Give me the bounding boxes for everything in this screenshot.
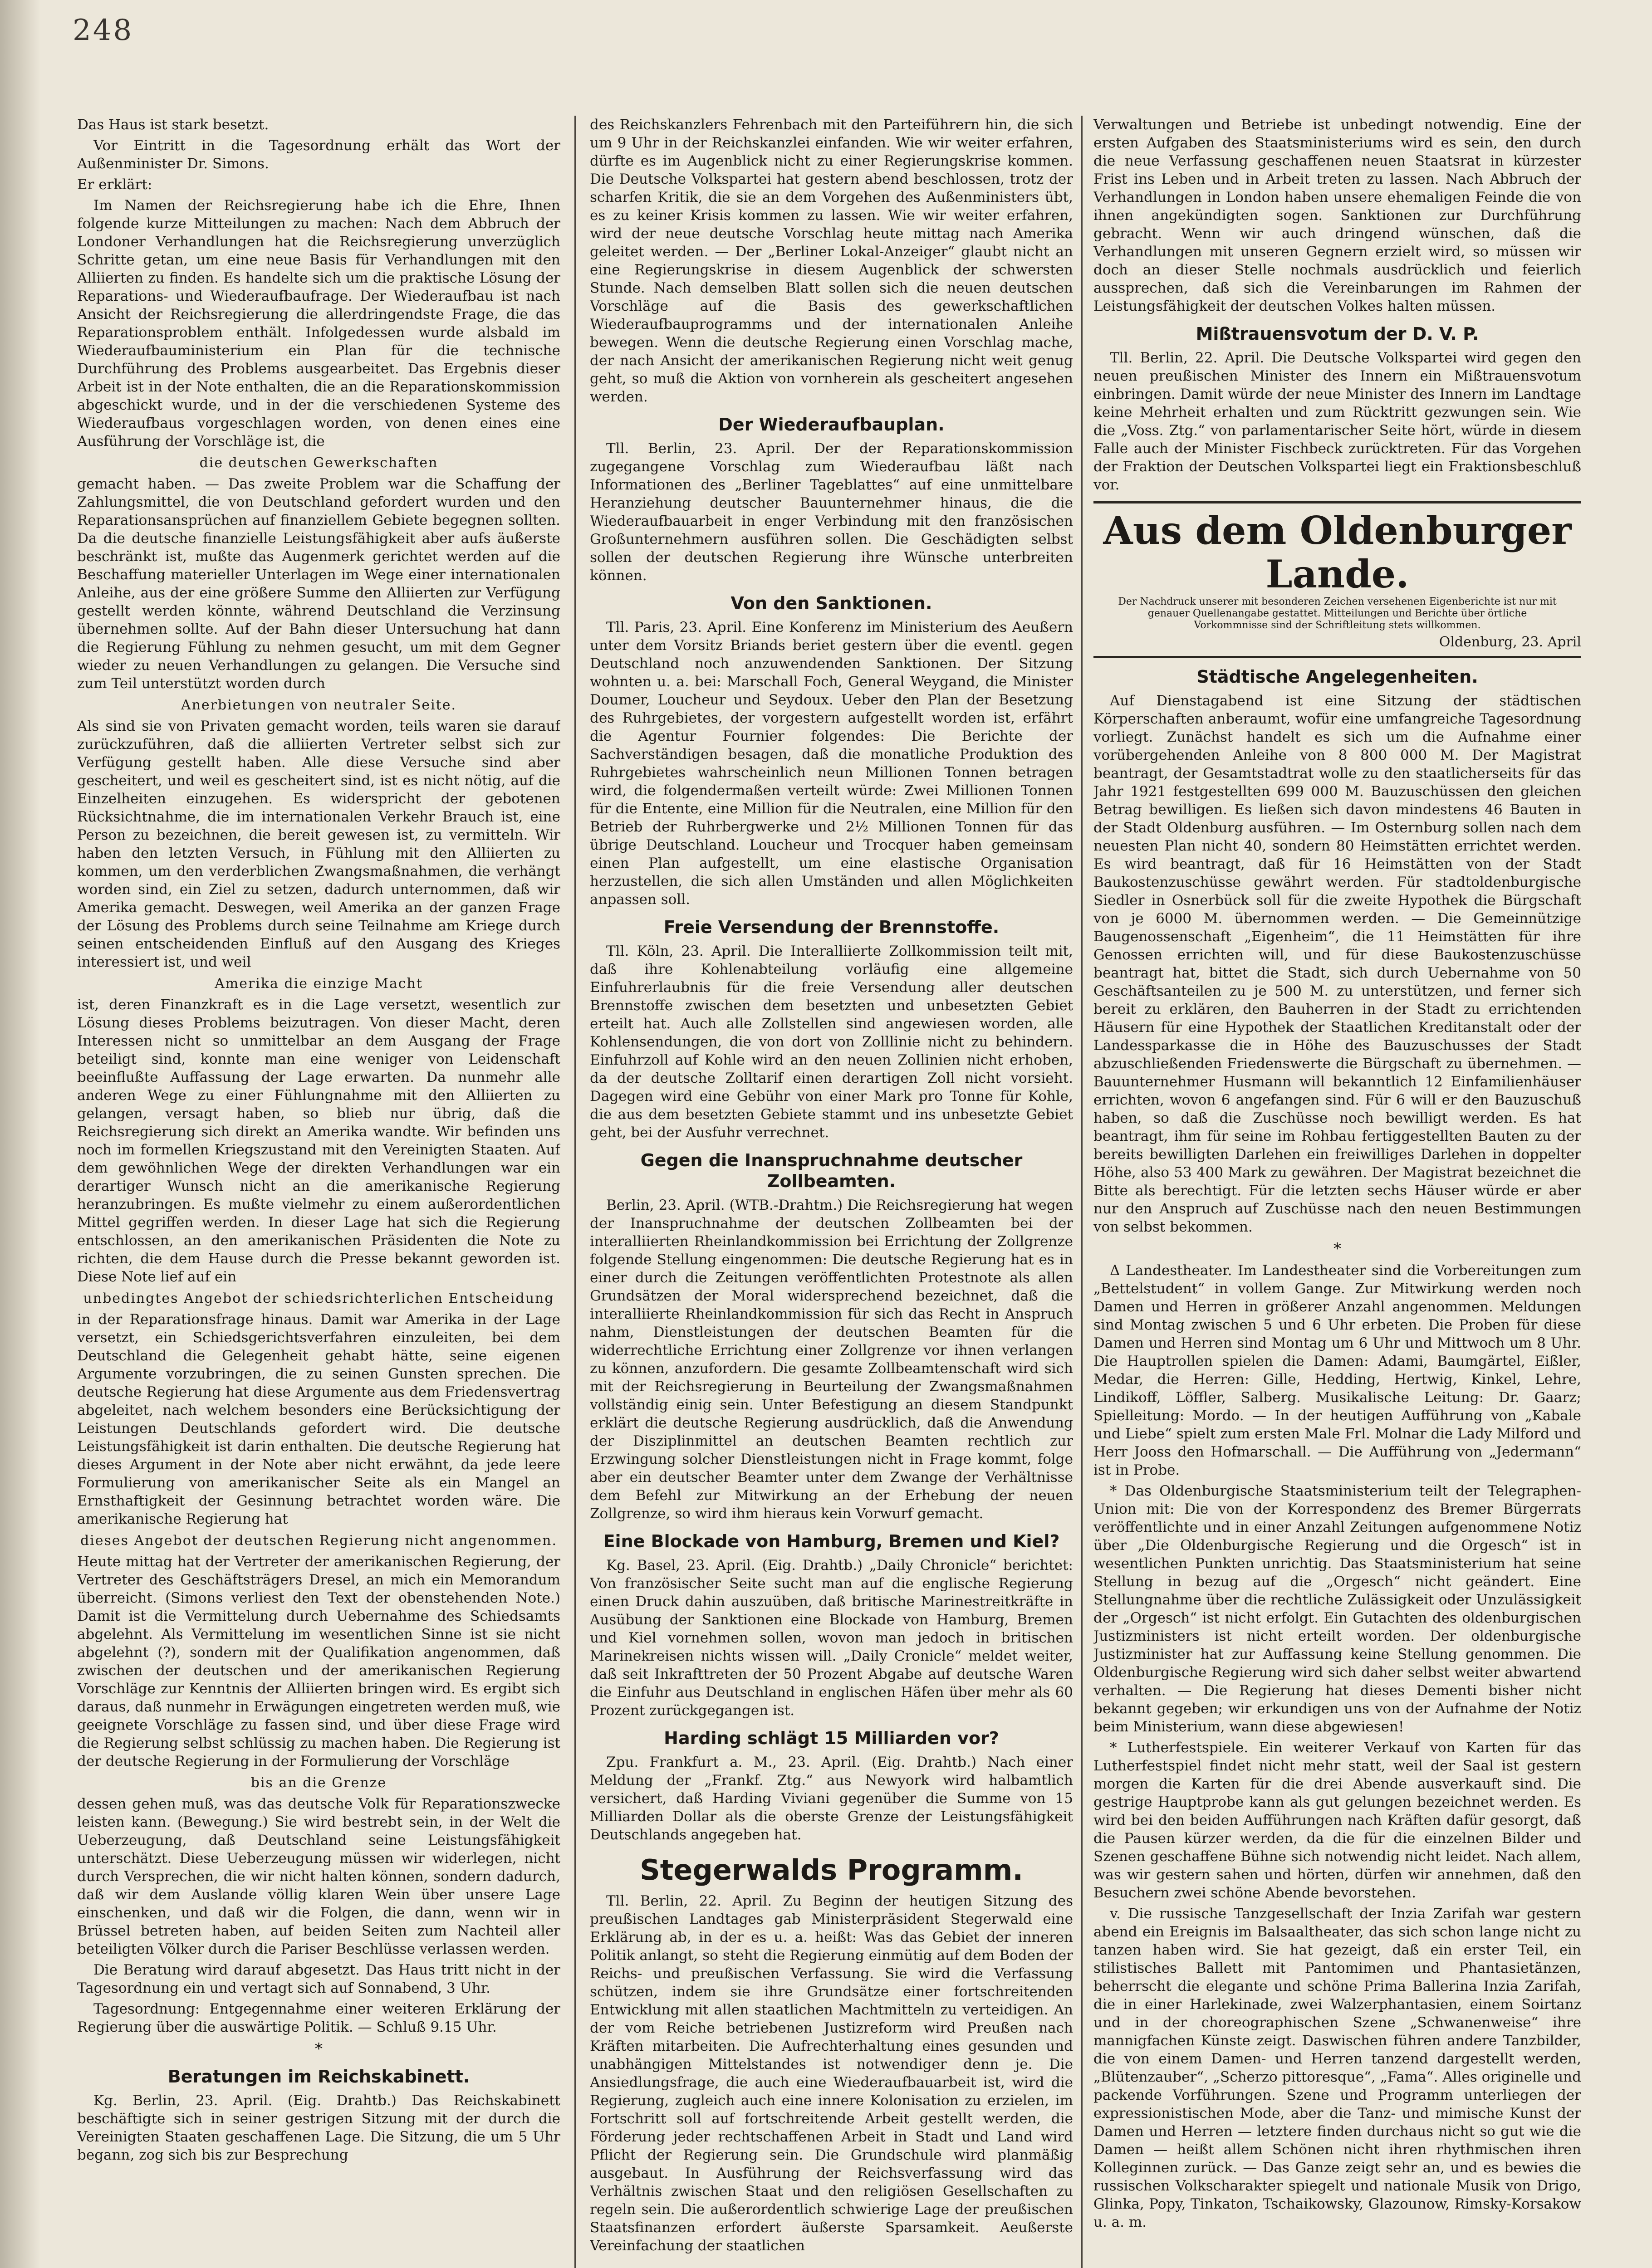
section-title: Aus dem Oldenburger Lande. (1103, 508, 1572, 596)
column-2 (590, 116, 1073, 2268)
column-divider (1081, 116, 1083, 2268)
paragraph: Auf Dienstagabend ist eine Sitzung der städtischen Körperschaften anberaumt, wofür eine umfangreiche Tagesordnung vorliegt. Zunächst handelt es sich um die Aufnahme einer vorübergehenden Anleihe von 8 800 000 M. Der Magistrat beantragt, der Gesamtstadtrat wolle zu den staatlicherseits für das Jahr 1921 festgestellten 699 000 M. Bauzuschüssen den gleichen Betrag bewilligen. Es ließen sich davon mindestens 46 Bauten in der Stadt Oldenburg ausführen. — Im Osternburg sollen nach dem neuesten Plan nicht 40, sondern 80 Heimstätten errichtet werden. Es wird beantragt, daß für 16 Heimstätten von der Stadt Baukostenzuschüsse gewährt werden. Für stadtoldenburgische Siedler in Osnerbück soll für die zweite Hypothek die Bürgschaft von je 6000 M. übernommen werden. — Die Gemeinnützige Baugenossenschaft „Eigenheim“, die 11 Heimstätten für ihre Genossen errichten will, und für diese Baukostenzuschüsse beantragt hat, bittet die Stadt, sich durch Uebernahme von 50 Geschäftsanteilen zu je 500 M. zu unterstützen, und ferner sich bereit zu erklären, den Bauherren in der Stadt zu errichtenden Häusern für eine Hypothek der Staatlichen Kreditanstalt oder der Landessparkasse die in Höhe des Bauzuschusses der Stadt abzuschließenden Friedenswerte die Bürgschaft zu übernehmen. — Bauunternehmer Husmann will bekanntlich 12 Einfamilienhäuser errichten, wovon 6 angefangen sind. Für 6 will er den Bauzuschuß haben, so daß die Zuschüsse noch bewilligt werden. Es hat beantragt, ihm für seine im Rohbau fertiggestellten Bauten zu der bereits bewilligten Darlehen ein freiwilliges Darlehen in doppelter Höhe, also 53 400 Mark zu gewähren. Der Magistrat bezeichnet die Bitte als berechtigt. Für die letzten sechs Häuser würde er aber nur den Anspruch auf Zuschüsse nach den neuen Bestimmungen von selbst bekommen. (1093, 693, 1581, 1235)
paragraph: * Lutherfestspiele. Ein weiterer Verkauf von Karten für das Lutherfestspiel findet nicht mehr statt, weil der Saal ist gestern morgen die Karten für die drei Abende ausverkauft sind. Die gestrige Hauptprobe kann als gut gelungen bezeichnet werden. Es wird bei den beiden Aufführungen nach Kräften dafür gesorgt, daß die Pausen kürzer werden, da die für die einzelnen Bilder und Szenen geschaffene Bühne sich notwendig nicht leidet. Nach allem, was wir gestern sahen und hörten, dürfen wir annehmen, daß den Besuchern zwei schöne Abende bevorstehen. (1093, 1740, 1581, 1901)
paragraph: Als sind sie von Privaten gemacht worden, teils waren sie darauf zurückzuführen, daß die alliierten Vertreter selbst sich zur Verfügung gestellt haben. Alle diese Versuche sind aber gescheitert, und weil es gescheitert sind, ist es nicht nötig, auf die Einzelheiten einzugehen. Es widerspricht der gebotenen Rücksichtnahme, die im internationalen Verkehr Brauch ist, eine Person zu bezeichnen, die bereit gewesen ist, zu vermitteln. Wir haben den letzten Versuch, in Fühlung mit den Alliierten zu kommen, um den verderblichen Zwangsmaßnahmen, die verhängt worden sind, ein Ziel zu setzen, dadurch unternommen, daß wir Amerika gemacht. Deswegen, weil Amerika an der ganzen Frage der Lösung des Problems durch seine Teilnahme am Kriege durch seinen entscheidenden Einfluß auf den Ausgang des Krieges interessiert ist, und weil (77, 718, 560, 970)
paragraph: Berlin, 23. April. (WTB.-Drahtm.) Die Reichsregierung hat wegen der Inanspruchnahme der deutschen Zollbeamten bei der interalliierten Rheinlandkommission bei Errichtung der Zollgrenze folgende Stellung eingenommen: Die deutsche Regierung hat es in einer durch die Zeitungen veröffentlichten Protestnote als allen Grundsätzen der Moral widersprechend bezeichnet, daß die interalliierte Rheinlandkommission für sich das Recht in Anspruch nahm, Dienstleistungen der deutschen Beamten für die widerrechtliche Errichtung einer Zollgrenze vor ihnen verlangen zu können, anzufordern. Die gesamte Zollbeamtenschaft wird sich mit der Reichsregierung in Beurteilung der Zwangsmaßnahmen vollständig einig sein. Unter Befestigung an diesem Standpunkt erklärt die deutsche Regierung ausdrücklich, daß die Anwendung der Disziplinmittel an deutschen Beamten rechtlich zur Erzwingung solcher Dienstleistungen nicht in Frage kommt, folge aber ein deutscher Beamter unter dem Zwange der Verhältnisse dem Befehl zur Mitwirkung an der Erhebung der neuen Zollgrenze, so wird ihm hieraus kein Vorwurf gemacht. (590, 1197, 1073, 1522)
article-heading: Mißtrauensvotum der D. V. P. (1196, 324, 1479, 344)
reprint-notice: Der Nachdruck unserer mit besonderen Zeichen versehenen Eigenberichte ist nur mit genauer Quellenangabe gestattet. Mitteilungen und Berichte über örtliche Vorkommnisse sind der Schriftleitung stets willkommen. (1118, 596, 1557, 631)
paragraph: Δ Landestheater. Im Landestheater sind die Vorbereitungen zum „Bettelstudent“ in vollem Gange. Zur Mitwirkung werden noch Damen und Herren in größerer Anzahl angenommen. Meldungen sind Montag zwischen 5 und 6 Uhr erbeten. Die Proben für diese Damen und Herren sind Montag um 6 Uhr und Mittwoch um 8 Uhr. Die Hauptrollen spielen die Damen: Adami, Baumgärtel, Eißler, Medar, die Herren: Gille, Hedding, Hertwig, Kinkel, Lehre, Lindikoff, Löffler, Salberg. Musikalische Leitung: Dr. Gaarz; Spielleitung: Mordo. — In der heutigen Aufführung von „Kabale und Liebe“ spielt zum ersten Male Frl. Molnar die Lady Milford und Herr Jooss den Hofmarschall. — Die Aufführung von „Jedermann“ ist in Probe. (1093, 1262, 1581, 1478)
paragraph: Tll. Berlin, 22. April. Die Deutsche Volkspartei wird gegen den neuen preußischen Minister des Innern ein Mißtrauensvotum einbringen. Damit würde der neue Minister des Innern im Landtage keine Mehrheit erhalten und zum Rücktritt gezwungen sein. Wie die „Voss. Ztg.“ von parlamentarischer Seite hört, würde in diesem Falle auch der Minister Fischbeck zurücktreten. Für das Vorgehen der Fraktion der Deutschen Volkspartei liegt ein Fraktionsbeschluß vor. (1093, 350, 1581, 493)
paragraph: Tll. Köln, 23. April. Die Interalliierte Zollkommission teilt mit, daß ihre Kohlenabteilung vorläufig eine allgemeine Einfuhrerlaubnis für die freie Versendung aller deutschen Brennstoffe zwischen dem besetzten und unbesetzten Gebiet erteilt hat. Auch alle Zollstellen sind angewiesen worden, alle Kohlensendungen, die von dort von Zolllinie nicht zu behindern. Einfuhrzoll auf Kohle wird an den neuen Zollinien nicht erhoben, da der deutsche Zolltarif einen derartigen Zoll nicht vorsieht. Dagegen wird eine Gebühr von einer Mark pro Tonne für Kohle, die aus dem besetzten Gebiete stammt und ins unbesetzte Gebiet geht, bei der Ausfuhr verrechnet. (590, 943, 1073, 1141)
page-number: 248 (73, 14, 134, 47)
article-heading: Von den Sanktionen. (730, 593, 932, 613)
subheading: dieses Angebot der deutschen Regierung nicht angenommen. (80, 1533, 558, 1549)
dateline: Oldenburg, 23. April (1439, 634, 1581, 650)
paragraph: Tll. Paris, 23. April. Eine Konferenz im Ministerium des Aeußern unter dem Vorsitz Briands beriet gestern über die eventl. gegen Deutschland noch anzuwendenden Sanktionen. Der Sitzung wohnten u. a. bei: Marschall Foch, General Weygand, die Minister Doumer, Loucheur und Seydoux. Ueber den Plan der Besetzung des Ruhrgebietes, der vorgestern aufgestellt worden ist, erfährt die Agentur Fournier folgendes: Die Berichte der Sachverständigen besagen, daß die monatliche Produktion des Ruhrgebietes wahrscheinlich neun Millionen Tonnen betragen wird, die folgendermaßen verteilt würde: Zwei Millionen Tonnen für die Entente, eine Million für die Neutralen, eine Million für den Betrieb der Ruhrbergwerke und 2½ Millionen Tonnen für das übrige Deutschland. Loucheur und Trocquer haben gemeinsam einen Plan aufgestellt, um eine elastische Organisation herzustellen, die sich allen Umständen und allen Möglichkeiten anpassen soll. (590, 619, 1073, 908)
article-heading: Freie Versendung der Brennstoffe. (663, 917, 1000, 937)
paragraph: Tagesordnung: Entgegennahme einer weiteren Erklärung der Regierung über die auswärtige Politik. — Schluß 9.15 Uhr. (77, 2001, 560, 2035)
paragraph: gemacht haben. — Das zweite Problem war die Schaffung der Zahlungsmittel, die von Deutschland gefordert wurden und den Reparationsansprüchen auf finanziellem Gebiete begegnen sollten. Da die deutsche finanzielle Leistungsfähigkeit aber aufs äußerste beschränkt ist, mußte das Augenmerk gerichtet werden auf die Beschaffung materieller Unterlagen im Wege einer internationalen Anleihe, aus der eine größere Summe den Alliierten zur Verfügung gestellt werden könnte, während Deutschland die Verzinsung übernehmen sollte. Auf der Bahn dieser Untersuchung hat dann die Regierung Fühlung zu nehmen gesucht, um mit dem Gegner wieder zu neuen Verhandlungen zu gelangen. Die Versuche sind zum Teil unterstützt worden durch (77, 476, 560, 692)
paragraph: Kg. Berlin, 23. April. (Eig. Drahtb.) Das Reichskabinett beschäftigte sich in seiner gestrigen Sitzung mit der durch die Vereinigten Staaten geschaffenen Lage. Die Sitzung, die um 5 Uhr begann, zog sich bis zur Besprechung (77, 2092, 560, 2163)
article-heading-large: Stegerwalds Programm. (640, 1853, 1023, 1887)
article-heading: Harding schlägt 15 Milliarden vor? (664, 1728, 999, 1748)
paragraph: Die Beratung wird darauf abgesetzt. Das Haus tritt nicht in der Tagesordnung ein und vertagt sich auf Sonnabend, 3 Uhr. (77, 1962, 560, 1996)
paragraph: ist, deren Finanzkraft es in die Lage versetzt, wesentlich zur Lösung dieses Problems beizutragen. Von dieser Macht, deren Interessen nicht so unmittelbar an dem Ausgang der Frage beteiligt sind, konnte man eine weniger von Leidenschaft beeinflußte Auffassung der Lage erwarten. Da nunmehr alle anderen Wege zu einer Fühlungnahme mit den Alliierten zu gelangen, versagt haben, so blieb nur übrig, daß die Reichsregierung sich direkt an Amerika wandte. Wir befinden uns noch im formellen Kriegszustand mit den Vereinigten Staaten. Auf dem gewöhnlichen Wege der direkten Verhandlungen war ein derartiger Wunsch nicht an die amerikanische Regierung heranzubringen. Es mußte vielmehr zu einem außerordentlichen Mittel gegriffen werden. In dieser Lage hat sich die Regierung entschlossen, an den amerikanischen Präsidenten die Note zu richten, die dem Hause durch die Presse bekannt geworden ist. Diese Note lief auf ein (77, 997, 560, 1285)
paragraph: in der Reparationsfrage hinaus. Damit war Amerika in der Lage versetzt, ein Schiedsgerichtsverfahren einzuleiten, bei dem Deutschland die Gelegenheit gehabt hätte, seine eigenen Argumente vorzubringen, die zu seinen Gunsten sprechen. Die deutsche Regierung hat diese Argumente aus dem Friedensvertrag abgeleitet, nach welchem besonders eine Berücksichtigung der Leistungen Deutschlands gefordert wird. Die deutsche Leistungsfähigkeit ist darin enthalten. Die deutsche Regierung hat dieses Argument in der Note aber nicht erwähnt, da jede leere Formulierung von amerikanischer Seite als ein Mangel an Ernsthaftigkeit der Gesinnung betrachtet worden wäre. Die amerikanische Regierung hat (77, 1311, 560, 1527)
subheading: unbedingtes Angebot der schiedsrichterlichen Entscheidung (83, 1290, 554, 1306)
paragraph: Im Namen der Reichsregierung habe ich die Ehre, Ihnen folgende kurze Mitteilungen zu machen: Nach dem Abbruch der Londoner Verhandlungen hat die Reichsregierung unverzüglich Schritte getan, um eine neue Basis für Verhandlungen mit den Alliierten zu finden. Es handelte sich um die praktische Lösung der Reparations- und Wiederaufbaufrage. Der Wiederaufbau ist nach Ansicht der Reichsregierung die allerdringendste Frage, die das Reparationsproblem enthält. Infolgedessen wurde alsbald im Wiederaufbauministerium ein Plan für die technische Durchführung des Problems ausgearbeitet. Das Ergebnis dieser Arbeit ist in der Note enthalten, die an die Reparationskommission abgeschickt wurde, und in der die verschiedenen Systeme des Wiederaufbaus vorgeschlagen worden, von denen eines eine Ausführung der Vorschläge ist, die (77, 197, 560, 450)
paragraph: Tll. Berlin, 23. April. Der der Reparationskommission zugegangene Vorschlag zum Wiederaufbau läßt nach Informationen des „Berliner Tageblattes“ auf eine unmittelbare Heranziehung deutscher Bauunternehmer hinaus, die die Wiederaufbauarbeit in enger Verbindung mit den französischen Großunternehmern ausführen sollen. Die Geschädigten selbst sollen der deutschen Regierung ihre Wünsche unterbreiten können. (590, 440, 1073, 584)
article-heading: Beratungen im Reichskabinett. (167, 2067, 470, 2087)
section-masthead (1093, 501, 1581, 658)
column-divider (574, 116, 576, 2268)
subheading: bis an die Grenze (250, 1775, 387, 1791)
paragraph: Das Haus ist stark besetzt. (77, 117, 269, 133)
paragraph: Er erklärt: (77, 176, 152, 193)
paragraph: des Reichskanzlers Fehrenbach mit den Parteiführern hin, die sich um 9 Uhr in der Reichskanzlei einfanden. Wie wir weiter erfahren, dürfte es im Augenblick nicht zu einer Regierungskrise kommen. Die Deutsche Volkspartei hat gestern abend beschlossen, trotz der scharfen Kritik, die sie an dem Vorgehen des Außenministers übt, es zu keiner Krisis kommen zu lassen. Wie wir weiter erfahren, wird der neue deutsche Vorschlag heute mittag nach Amerika geleitet werden. — Der „Berliner Lokal-Anzeiger“ glaubt nicht an eine Regierungskrise in diesem Augenblick der schwersten Stunde. Nach demselben Blatt sollen sich die neuen deutschen Vorschläge auf die Basis des gewerkschaftlichen Wiederaufbauprogramms und der internationalen Anleihe bewegen. Wenn die deutsche Regierung einen Vorschlag mache, der nach Ansicht der amerikanischen Regierung nicht weit genug geht, so muß die Aktion von vornherein als gescheitert angesehen werden. (590, 117, 1073, 405)
subheading: Anerbietungen von neutraler Seite. (181, 697, 457, 713)
article-heading: Städtische Angelegenheiten. (1196, 667, 1478, 687)
section-star: * (315, 2040, 323, 2058)
column-3 (1093, 116, 1581, 2268)
paragraph: Kg. Basel, 23. April. (Eig. Drahtb.) „Daily Chronicle“ berichtet: Von französischer Seite sucht man auf die englische Regierung einen Druck dahin auszuüben, daß britische Marinestreitkräfte in Ausübung der Sanktionen eine Blockade von Hamburg, Bremen und Kiel vornehmen sollen, wovon man jedoch in britischen Marinekreisen nichts wissen will. „Daily Cronicle“ meldet weiter, daß seit Inkrafttreten der 50 Prozent Abgabe auf deutsche Waren die Einfuhr aus Deutschland in englischen Häfen über mehr als 60 Prozent zurückgegangen ist. (590, 1557, 1073, 1719)
paragraph: Tll. Berlin, 22. April. Zu Beginn der heutigen Sitzung des preußischen Landtages gab Ministerpräsident Stegerwald eine Erklärung ab, in der es u. a. heißt: Was das Gebiet der inneren Politik anlangt, so steht die Regierung einmütig auf dem Boden der Reichs- und preußischen Verfassung. Sie wird die Verfassung schützen, indem sie ihre Grundsätze einer fortschreitenden Entwicklung mit allen staatlichen Machtmitteln zu verteidigen. An der vom Reiche betriebenen Justizreform wird Preußen nach Kräften mitarbeiten. Die Aufrechterhaltung eines gesunden und unabhängigen Mittelstandes ist notwendiger denn je. Die Ansiedlungsfrage, die auch eine Wiederaufbauarbeit ist, wird die Regierung, zugleich auch eine innere Kolonisation zu erzielen, im Fortschritt soll auf fortschreitende Arbeit gestellt werden, die Förderung jeder rechtschaffenen Arbeit in Stadt und Land wird Pflicht der Regierung sein. Die Grundschule wird planmäßig ausgebaut. In Ausführung der Reichsverfassung wird das Verhältnis zwischen Staat und den religiösen Gesellschaften zu regeln sein. Die außerordentlich schwierige Lage der preußischen Staatsfinanzen erfordert äußerste Sparsamkeit. Aeußerste Vereinfachung der staatlichen (590, 1893, 1073, 2254)
article-heading: Der Wiederaufbauplan. (718, 415, 945, 435)
article-heading: Gegen die Inanspruchnahme deutscher Zollbeamten. (640, 1150, 1023, 1191)
article-heading: Eine Blockade von Hamburg, Bremen und Kiel? (603, 1531, 1060, 1551)
subheading: Amerika die einzige Macht (215, 976, 423, 992)
binding-shadow (0, 0, 41, 2268)
paragraph: dessen gehen muß, was das deutsche Volk für Reparationszwecke leisten kann. (Bewegung.) Sie wird bestrebt sein, in der Welt die Ueberzeugung, daß Deutschland seine Leistungsfähigkeit unterschätzt. Diese Ueberzeugung müssen wir widerlegen, nicht durch Versprechen, die wir nicht halten können, sondern dadurch, daß wir dem Auslande völlig klaren Wein über unsere Lage einschenken, und daß wir die Folgen, die dann, wenn wir in Brüssel betreten haben, auf beiden Seiten zum Nachteil aller beteiligten Völker durch die Pariser Beschlüsse verlassen werden. (77, 1796, 560, 1957)
paragraph: * Das Oldenburgische Staatsministerium teilt der Telegraphen-Union mit: Die von der Korrespondenz des Bremer Bürgerrats veröffentlichte und in einer Anzahl Zeitungen aufgenommene Notiz über „Die Oldenburgische Regierung und die Orgesch“ ist in wesentlichen Punkten unrichtig. Das Staatsministerium hat seine Stellung in bezug auf die „Orgesch“ nicht geändert. Eine Stellungnahme über die rechtliche Zulässigkeit oder Unzulässigkeit der „Orgesch“ ist nicht erfolgt. Ein Gutachten des oldenburgischen Justizministers ist nicht erteilt worden. Der oldenburgische Justizminister hat zur Auffassung keine Stellung genommen. Die Oldenburgische Regierung wird sich daher selbst weiter abwartend verhalten. — Die Regierung hat dieses Dementi bisher nicht bekannt gegeben; wir erkundigen uns von der Aufnahme der Notiz beim Ministerium, wann diese abgewiesen! (1093, 1483, 1581, 1735)
paragraph: Heute mittag hat der Vertreter der amerikanischen Regierung, der Vertreter des Geschäftsträgers Dresel, an mich ein Memorandum überreicht. (Simons verliest den Text der obenstehenden Note.) Damit ist die Vermittelung durch Uebernahme des Schiedsamts abgelehnt. Als Vermittelung im wesentlichen Sinne ist sie nicht abgelehnt (?), sondern mit der Qualifikation angenommen, daß zwischen der deutschen und der amerikanischen Regierung Vorschläge zur Kenntnis der Alliierten bringen wird. Es ergibt sich daraus, daß nunmehr in Erwägungen eingetreten werden muß, wie geeignete Vorschläge zu fassen sind, und über diese Frage wird die Regierung selbst schlüssig zu machen haben. Die Regierung ist der deutsche Regierung in der Formulierung der Vorschläge (77, 1554, 560, 1769)
section-star: * (1333, 1240, 1341, 1258)
subheading: die deutschen Gewerkschaften (199, 455, 438, 471)
paragraph: Vor Eintritt in die Tagesordnung erhält das Wort der Außenminister Dr. Simons. (77, 137, 560, 172)
column-1 (77, 116, 560, 2268)
paragraph: Zpu. Frankfurt a. M., 23. April. (Eig. Drahtb.) Nach einer Meldung der „Frankf. Ztg.“ aus Newyork wird halbamtlich versichert, daß Harding Viviani gegenüber die Summe von 15 Milliarden Dollar als die oberste Grenze der Leistungsfähigkeit Deutschlands angegeben hat. (590, 1754, 1073, 1843)
paragraph: Verwaltungen und Betriebe ist unbedingt notwendig. Eine der ersten Aufgaben des Staatsministeriums wird es sein, den durch die neue Verfassung geschaffenen neuen Staatsrat in kürzester Frist ins Leben und in Arbeit treten zu lassen. Nach Abbruch der Verhandlungen in London haben unsere ehemaligen Feinde die von ihnen angekündigten sogen. Sanktionen zur Durchführung gebracht. Wenn wir auch dringend wünschen, daß die Verhandlungen mit unseren Gegnern erzielt wird, so müssen wir doch an dieser Stelle nochmals ausdrücklich und feierlich aussprechen, daß sich die Vereinbarungen im Rahmen der Leistungsfähigkeit der deutschen Volkes halten müssen. (1093, 117, 1581, 314)
paragraph: v. Die russische Tanzgesellschaft der Inzia Zarifah war gestern abend ein Ereignis im Balsaaltheater, das sich schon lange nicht zu tanzen haben wird. Sie hat gezeigt, daß ein erster Teil, ein stilistisches Ballett mit Pantomimen und Phantasietänzen, beherrscht die elegante und schöne Prima Ballerina Inzia Zarifah, die in einer Harlekinade, zwei Walzerphantasien, einem Soirtanz und in der choreographischen Szene „Schwanenweise“ ihre mannigfachen Künste zeigt. Daswischen führen andere Tanzbilder, die von einem Damen- und Herren tanzend dargestellt werden, „Blütenzauber“, „Scherzo pittoresque“, „Fama“. Alles originelle und packende Vorführungen. Szene und Programm unterliegen der expressionistischen Mode, aber die Tanz- und mimische Kunst der Damen und Herren — letztere finden durchaus nicht so gut wie die Damen — heißt allem Schönen nicht ihren rhythmischen ihren Kolleginnen zurück. — Das Ganze zeigt sehr an, und es bewies die russischen Volkscharakter spiegelt und nationale Musik von Drigo, Glinka, Popy, Tinkaton, Tschaikowsky, Glazounow, Rimsky-Korsakow u. a. m. (1093, 1906, 1581, 2230)
